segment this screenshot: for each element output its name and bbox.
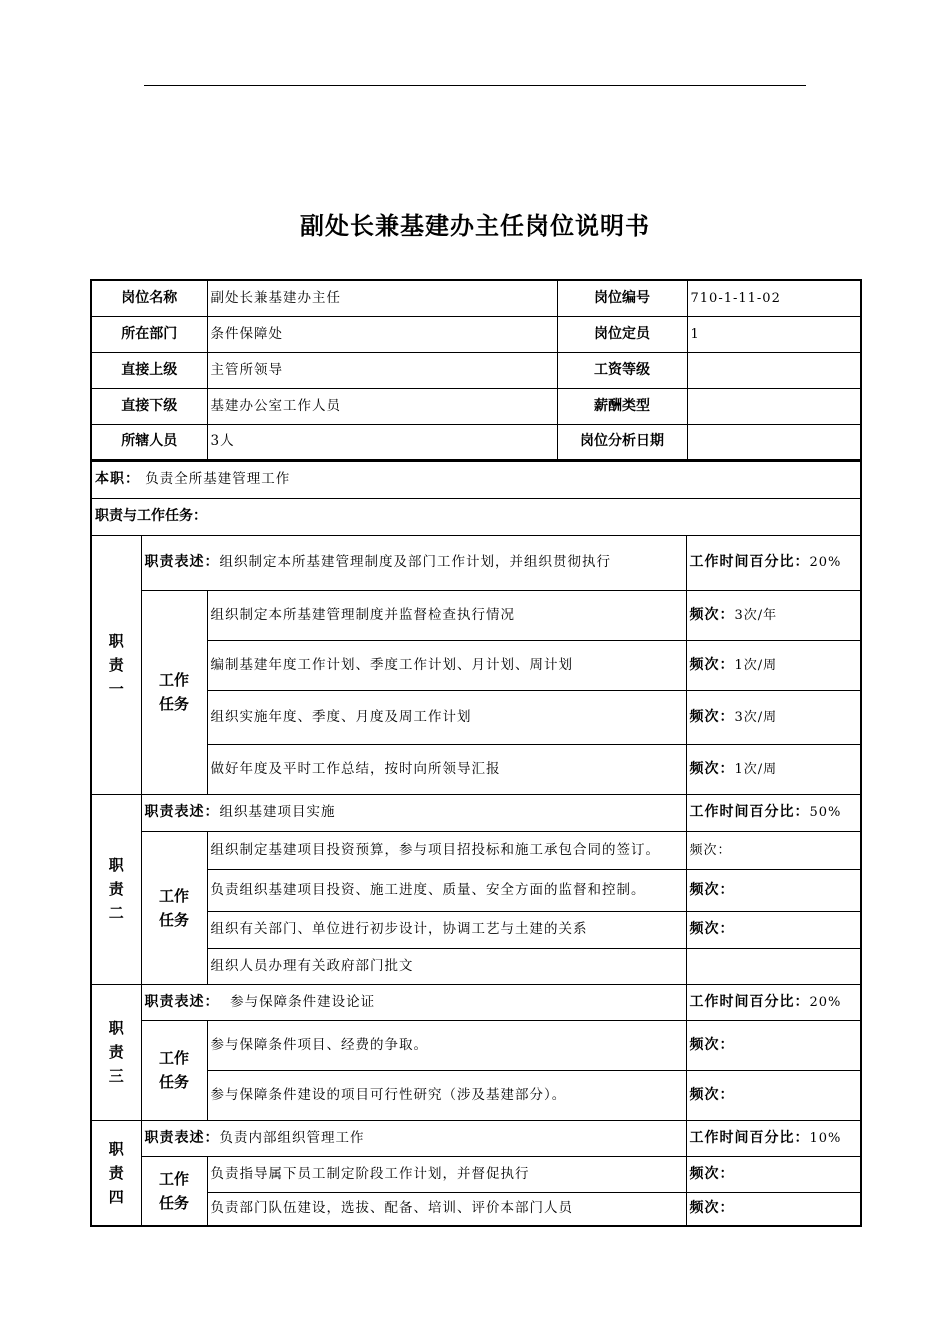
info-value: 1 [687,316,861,352]
duty-title: 职 责 三 [91,984,141,1120]
pct-label: 工作时间百分比： [689,554,810,570]
info-label: 岗位分析日期 [557,424,687,460]
info-value: 副处长兼基建办主任 [207,280,557,316]
freq-value: 3次/周 [734,709,778,725]
info-value [687,388,861,424]
duty-desc: 参与保障条件建设论证 [230,993,376,1010]
info-label: 所在部门 [91,316,207,352]
header-rule [144,85,806,86]
task-text: 组织制定本所基建管理制度并监督检查执行情况 [207,590,686,640]
duty-title: 职 责 二 [91,794,141,984]
duty-desc-label: 职责表述： [144,993,220,1010]
freq-label: 频次： [689,606,735,623]
task-text: 负责指导属下员工制定阶段工作计划，并督促执行 [207,1156,686,1192]
pct-value: 20% [809,555,842,570]
info-label: 岗位编号 [557,280,687,316]
freq-value: 3次/年 [734,607,778,623]
pct-label: 工作时间百分比： [689,993,810,1010]
freq-label: 频次： [689,881,735,898]
freq-label: 频次： [689,1200,735,1217]
info-row [91,316,861,352]
task-text: 参与保障条件项目、经费的争取。 [207,1020,686,1070]
task-text: 组织有关部门、单位进行初步设计，协调工艺与土建的关系 [207,911,686,948]
pct-value: 50% [809,805,842,820]
duty-desc: 组织制定本所基建管理制度及部门工作计划，并组织贯彻执行 [219,554,611,570]
duty-desc: 负责内部组织管理工作 [219,1129,365,1146]
info-value [687,352,861,388]
task-row [91,1192,861,1226]
task-row [91,869,861,911]
info-label: 所辖人员 [91,424,207,460]
position-info-table [90,279,862,461]
task-text: 负责部门队伍建设，选拔、配备、培训、评价本部门人员 [207,1192,686,1226]
task-text: 参与保障条件建设的项目可行性研究（涉及基建部分）。 [207,1070,686,1120]
freq-value: 1次/周 [734,657,778,673]
task-text: 组织制定基建项目投资预算，参与项目招投标和施工承包合同的签订。 [207,831,686,869]
freq-label: 频次： [689,921,735,937]
task-text: 组织实施年度、季度、月度及周工作计划 [207,690,686,744]
task-text: 编制基建年度工作计划、季度工作计划、月计划、周计划 [207,640,686,690]
freq-label: 频次： [689,1086,735,1103]
duty-desc-row [91,984,861,1020]
duties-header-row [91,498,861,535]
duty-desc-label: 职责表述： [144,804,220,820]
freq-plain: 频次： [686,831,861,869]
task-label: 工作 任务 [141,831,207,984]
info-label: 岗位定员 [557,316,687,352]
main-duty-row [91,461,861,498]
task-row [91,590,861,640]
info-label: 薪酬类型 [557,388,687,424]
info-row [91,280,861,316]
freq-label: 频次： [689,1165,735,1182]
main-duty-value: 负责全所基建管理工作 [145,471,291,488]
duty-title: 职 责 四 [91,1120,141,1226]
main-duty-label: 本职： [95,471,140,488]
duty-desc-row [91,535,861,590]
task-label: 工作 任务 [141,1156,207,1226]
info-value: 基建办公室工作人员 [207,388,557,424]
duty-title: 职 责 一 [91,535,141,794]
freq-label: 频次： [689,708,735,725]
task-row [91,690,861,744]
info-label: 岗位名称 [91,280,207,316]
duty-desc-label: 职责表述： [144,1129,220,1146]
task-row [91,911,861,948]
pct-value: 20% [809,994,842,1010]
task-text: 负责组织基建项目投资、施工进度、质量、安全方面的监督和控制。 [207,869,686,911]
pct-label: 工作时间百分比： [689,1129,810,1146]
task-row [91,1020,861,1070]
document-title: 副处长兼基建办主任岗位说明书 [300,212,650,240]
freq-value: 1次/周 [734,761,778,777]
pct-label: 工作时间百分比： [689,804,810,820]
task-label: 工作 任务 [141,1020,207,1120]
freq-empty [686,948,861,984]
task-text: 做好年度及平时工作总结，按时向所领导汇报 [207,744,686,794]
info-value: 主管所领导 [207,352,557,388]
freq-label: 频次： [689,1036,735,1053]
duties-header: 职责与工作任务： [91,498,861,535]
duty-desc-label: 职责表述： [144,554,220,570]
task-text: 组织人员办理有关政府部门批文 [207,948,686,984]
info-value [687,424,861,460]
task-row [91,744,861,794]
task-row [91,1070,861,1120]
info-label: 工资等级 [557,352,687,388]
freq-label: 频次： [689,656,735,673]
info-label: 直接下级 [91,388,207,424]
freq-label: 频次： [689,760,735,777]
info-label: 直接上级 [91,352,207,388]
info-row [91,388,861,424]
info-row [91,424,861,460]
info-row [91,352,861,388]
info-value: 3人 [207,424,557,460]
info-value: 710-1-11-02 [687,280,861,316]
pct-value: 10% [809,1130,842,1146]
task-label: 工作 任务 [141,590,207,794]
info-value: 条件保障处 [207,316,557,352]
duty-desc-row [91,1120,861,1156]
duty-desc-row [91,794,861,831]
task-row [91,1156,861,1192]
duty-desc: 组织基建项目实施 [219,804,336,820]
task-row [91,640,861,690]
task-row [91,948,861,984]
task-row [91,831,861,869]
duties-table [90,460,862,1227]
